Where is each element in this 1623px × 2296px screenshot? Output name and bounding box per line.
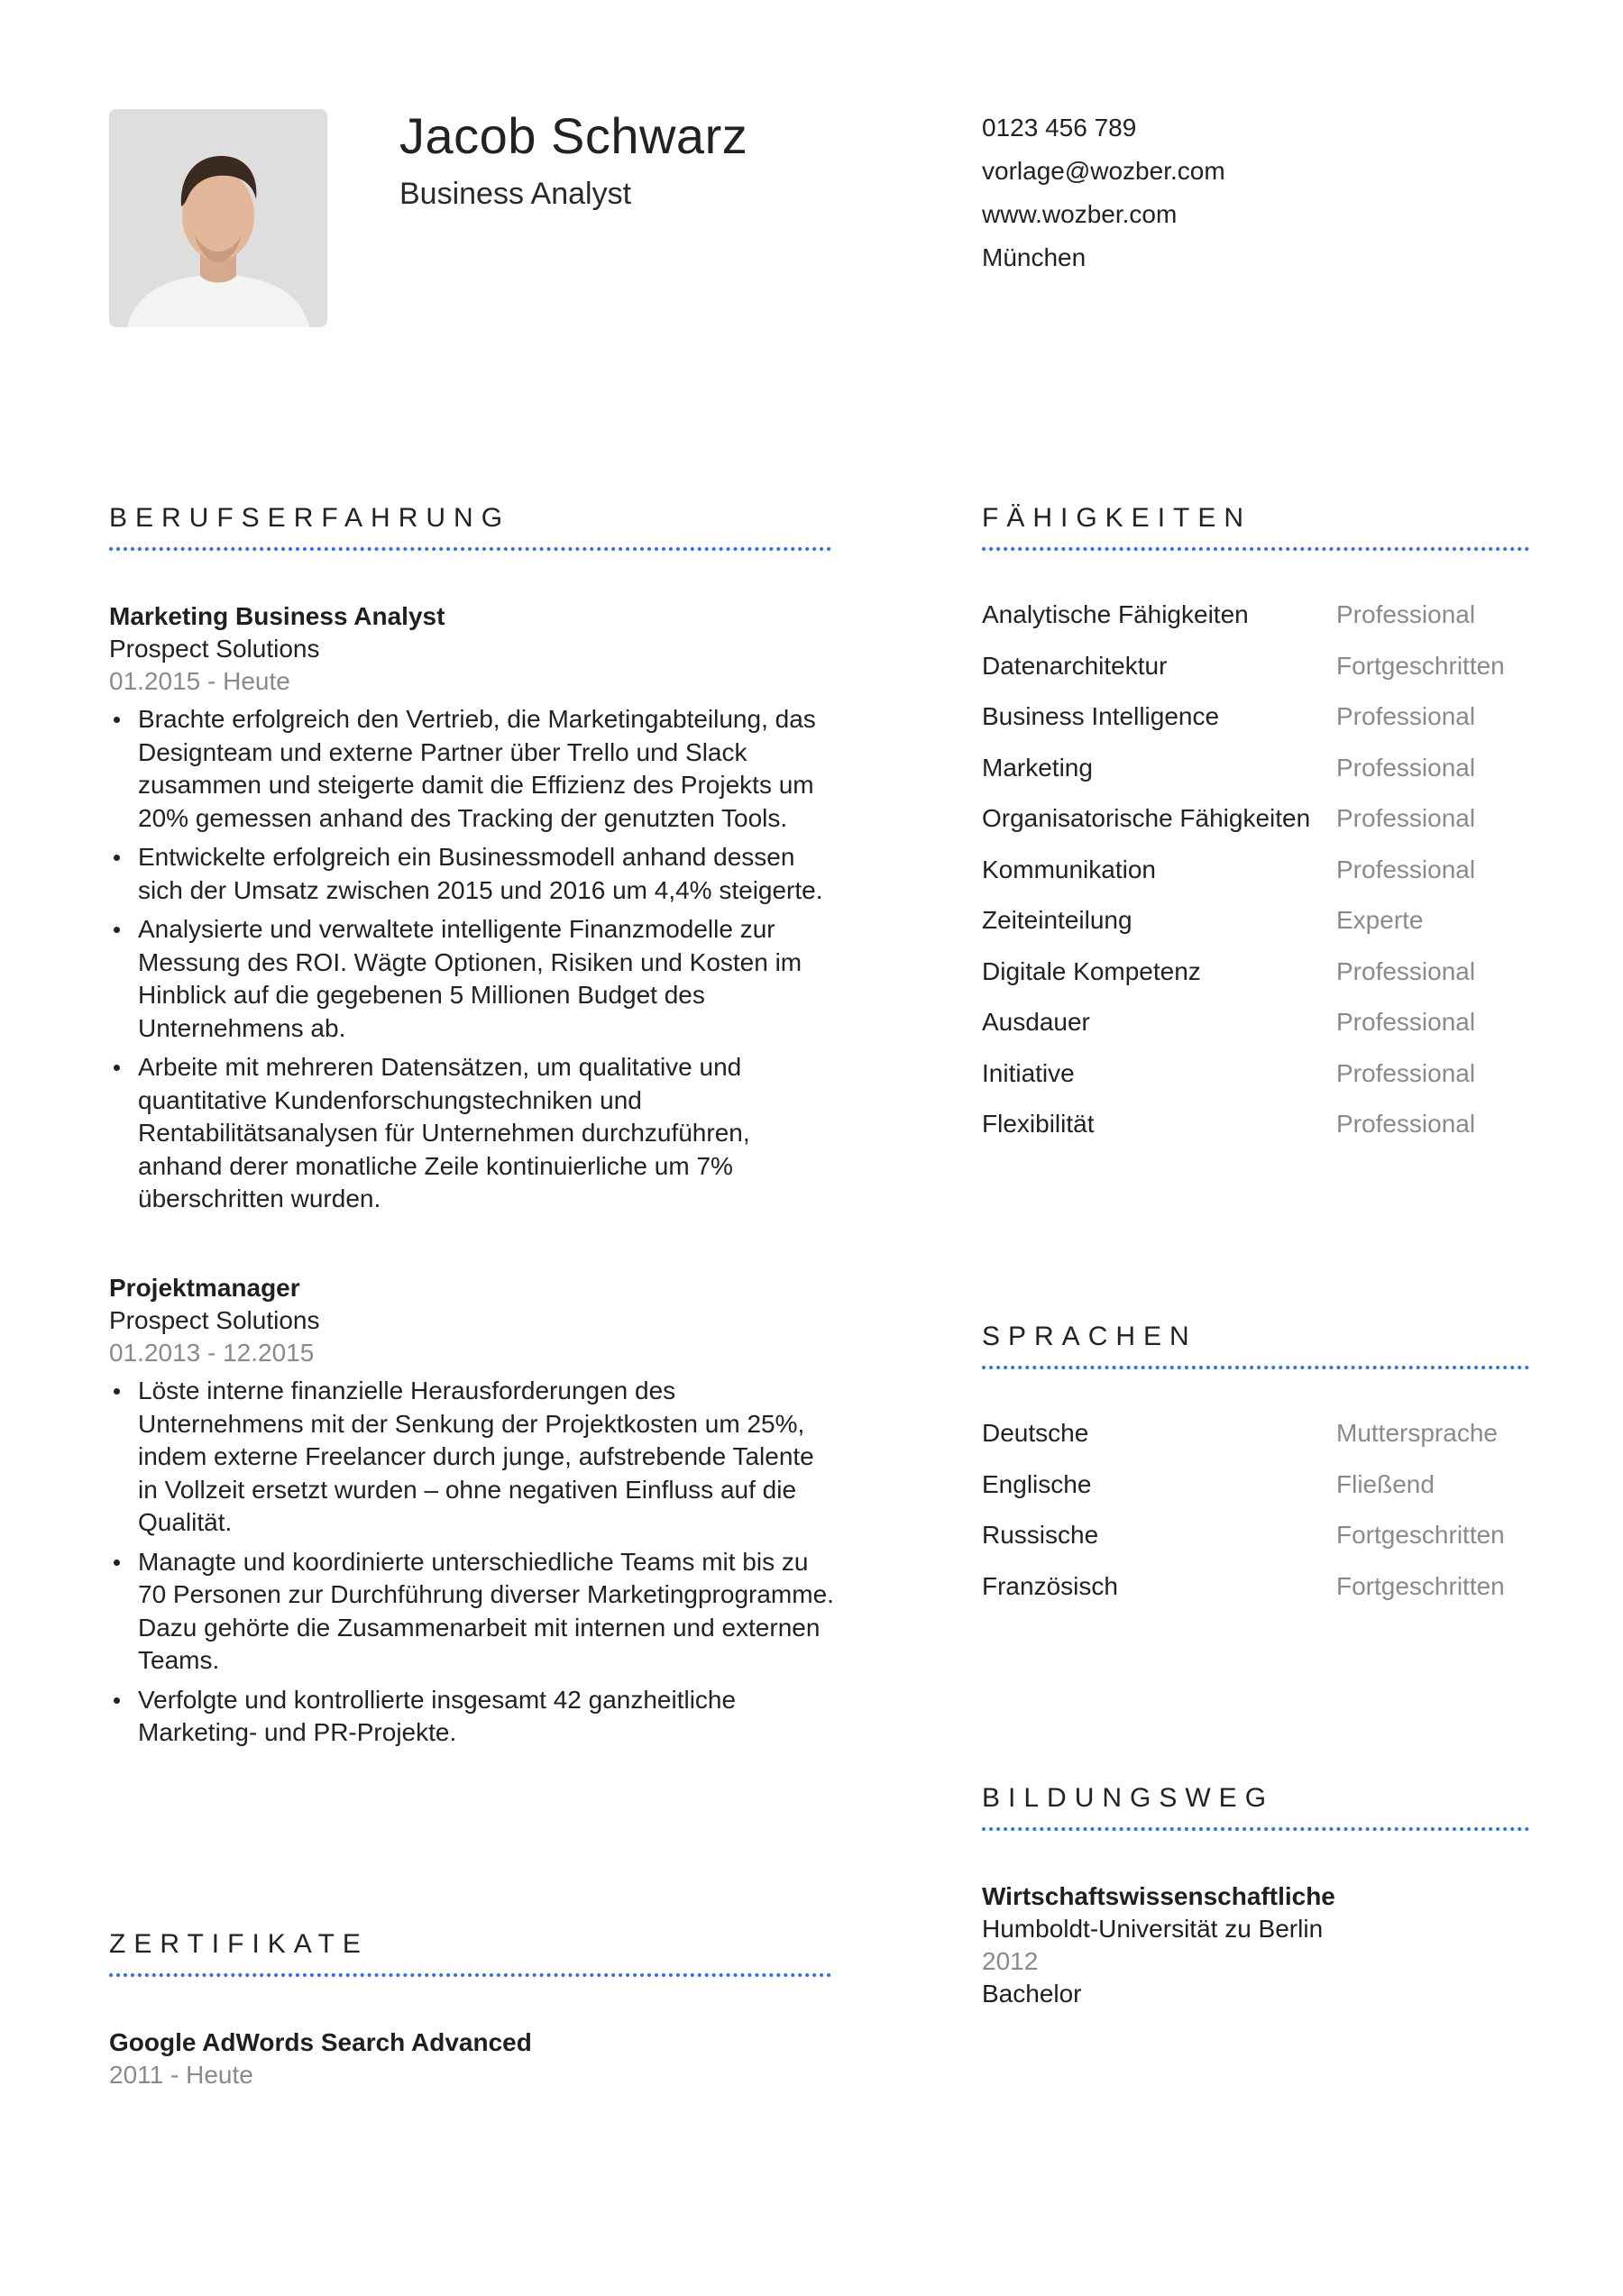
section-heading-experience: BERUFSERFAHRUNG: [109, 503, 511, 533]
skill-level: Fortgeschritten: [1336, 651, 1505, 680]
skill-name: Ausdauer: [982, 1008, 1090, 1036]
contact-email: vorlage@wozber.com: [982, 157, 1225, 185]
skill-level: Professional: [1336, 956, 1476, 985]
job-entry: [109, 1272, 835, 1756]
job-company: Prospect Solutions: [109, 635, 320, 663]
certificate-dates: 2011 - Heute: [109, 2061, 253, 2089]
skill-name: Datenarchitektur: [982, 651, 1168, 680]
skill-level: Professional: [1336, 702, 1476, 730]
language-row: [982, 1572, 1541, 1608]
skill-name: Digitale Kompetenz: [982, 956, 1201, 985]
candidate-name: Jacob Schwarz: [399, 107, 748, 164]
section-heading-languages: SPRACHEN: [982, 1322, 1197, 1351]
job-dates: 01.2015 - Heute: [109, 667, 290, 695]
skill-name: Initiative: [982, 1058, 1075, 1087]
skill-name: Marketing: [982, 753, 1093, 782]
section-heading-skills: FÄHIGKEITEN: [982, 503, 1252, 533]
contact-block: [982, 106, 1225, 279]
education-school: Humboldt-Universität zu Berlin: [982, 1915, 1324, 1943]
skills-table: [982, 600, 1541, 1087]
list-item: Verfolgte und kontrollierte insgesamt 42 ganzheitliche Marketing- und PR-Projekte.: [109, 1684, 835, 1750]
language-name: Englische: [982, 1469, 1092, 1498]
skill-level: Professional: [1336, 804, 1476, 832]
language-row: [982, 1470, 1541, 1506]
section-heading-education: BILDUNGSWEG: [982, 1783, 1275, 1813]
person-portrait-icon: [109, 109, 327, 327]
skill-level: Experte: [1336, 906, 1424, 934]
contact-website: www.wozber.com: [982, 200, 1178, 228]
skill-name: Business Intelligence: [982, 702, 1220, 730]
section-divider: [982, 1827, 1529, 1831]
education-degree: Bachelor: [982, 1980, 1082, 2008]
skill-level: Professional: [1336, 1110, 1476, 1138]
language-name: Deutsche: [982, 1419, 1089, 1447]
section-heading-certificates: ZERTIFIKATE: [109, 1929, 369, 1959]
list-item: Analysierte und verwaltete intelligente Finanzmodelle zur Messung des ROI. Wägte Optionen, Risiken und Kosten im Hinblick auf die gegebenen 5 Millionen Budget des Unternehmens ab.: [109, 913, 835, 1045]
job-dates: 01.2013 - 12.2015: [109, 1339, 315, 1367]
skill-level: Professional: [1336, 1058, 1476, 1087]
education-entry: [982, 1880, 1335, 2010]
contact-city: München: [982, 243, 1087, 271]
list-item: Entwickelte erfolgreich ein Businessmodell anhand dessen sich der Umsatz zwischen 2015 und 2016 um 4,4% steigerte.: [109, 841, 835, 907]
skill-row: [982, 1110, 1541, 1146]
skill-level: Professional: [1336, 1008, 1476, 1036]
section-divider: [109, 547, 831, 551]
profile-photo: [109, 109, 327, 327]
job-entry: [109, 600, 835, 1222]
skill-level: Professional: [1336, 855, 1476, 883]
skill-name: Flexibilität: [982, 1110, 1095, 1138]
job-company: Prospect Solutions: [109, 1306, 320, 1334]
list-item: Managte und koordinierte unterschiedliche Teams mit bis zu 70 Personen zur Durchführung diverser Marketingprogramme. Dazu gehörte die Zusammenarbeit mit internen und externen Teams.: [109, 1546, 835, 1678]
job-title: Marketing Business Analyst: [109, 602, 445, 630]
skill-name: Organisatorische Fähigkeiten: [982, 804, 1311, 832]
education-field: Wirtschaftswissenschaftliche: [982, 1882, 1335, 1910]
certificate-entry: [109, 2026, 532, 2091]
contact-phone: 0123 456 789: [982, 114, 1137, 142]
language-level: Fortgeschritten: [1336, 1571, 1505, 1600]
language-row: [982, 1521, 1541, 1557]
candidate-title: Business Analyst: [399, 177, 632, 211]
language-row: [982, 1419, 1541, 1455]
language-level: Muttersprache: [1336, 1419, 1498, 1447]
language-level: Fließend: [1336, 1469, 1435, 1498]
skill-name: Analytische Fähigkeiten: [982, 600, 1249, 628]
job-bullets: [109, 1375, 835, 1750]
language-name: Russische: [982, 1521, 1099, 1549]
list-item: Löste interne finanzielle Herausforderungen des Unternehmens mit der Senkung der Projektkosten um 25%, indem externe Freelancer durch junge, aufstrebende Talente in Vollzeit ersetzt wurden – ohne negativen Einfluss auf die Qualität.: [109, 1375, 835, 1540]
skill-name: Kommunikation: [982, 855, 1156, 883]
certificate-name: Google AdWords Search Advanced: [109, 2028, 532, 2056]
job-title: Projektmanager: [109, 1274, 300, 1302]
language-level: Fortgeschritten: [1336, 1521, 1505, 1549]
section-divider: [109, 1973, 831, 1977]
education-year: 2012: [982, 1947, 1039, 1975]
language-name: Französisch: [982, 1571, 1118, 1600]
list-item: Brachte erfolgreich den Vertrieb, die Marketingabteilung, das Designteam und externe Partner über Trello und Slack zusammen und steigerte damit die Effizienz des Projekts um 20% gemessen anhand des Tracking der genutzten Tools.: [109, 703, 835, 835]
skill-level: Professional: [1336, 600, 1476, 628]
list-item: Arbeite mit mehreren Datensätzen, um qualitative und quantitative Kundenforschungstechniken und Rentabilitätsanalysen für Unternehmen durchzuführen, anhand derer monatliche Zeile kontinuierliche um 7% überschritten wurden.: [109, 1051, 835, 1216]
section-divider: [982, 547, 1529, 551]
skill-name: Zeiteinteilung: [982, 906, 1132, 934]
job-bullets: [109, 703, 835, 1216]
skill-level: Professional: [1336, 753, 1476, 782]
section-divider: [982, 1366, 1529, 1369]
